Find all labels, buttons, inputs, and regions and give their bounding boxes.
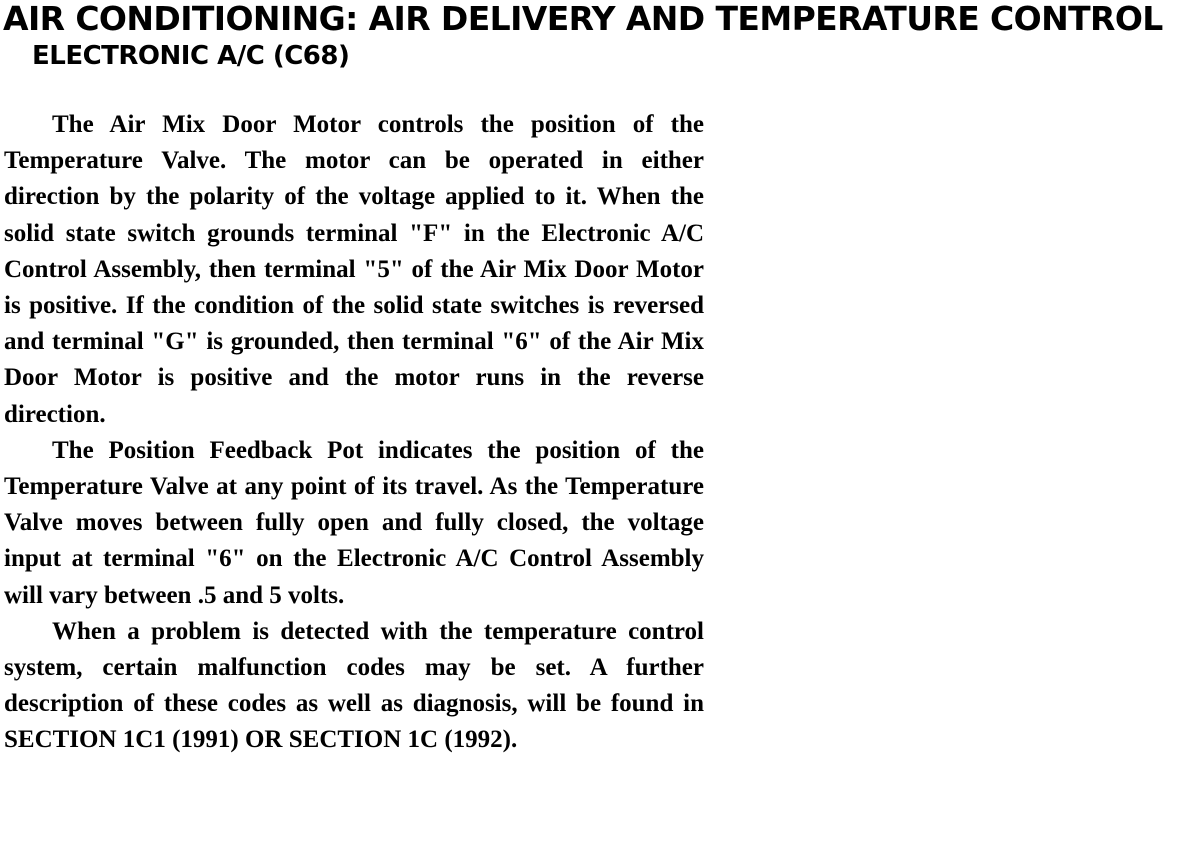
page-title: AIR CONDITIONING: AIR DELIVERY AND TEMPERATURE CONTROL <box>3 0 1163 38</box>
paragraph-position-feedback-pot: The Position Feedback Pot indicates the position of the Temperature Valve at any point of its travel. As the Temperature Valve moves between fully open and fully closed, the voltage input at terminal "6" on the Electronic A/C Control Assembly will vary between .5 and 5 volts. <box>4 436 704 609</box>
paragraph-air-mix-door-motor: The Air Mix Door Motor controls the position of the Temperature Valve. The motor can be operated in either direction by the polarity of the voltage applied to it. When the solid state switch grounds terminal "F" in the Electronic A/C Control Assembly, then terminal "5" of the Air Mix Door Motor is positive. If the condition of the solid state switches is reversed and terminal "G" is grounded, then terminal "6" of the Air Mix Door Motor is positive and the motor runs in the reverse direction. <box>4 111 704 428</box>
body-text <box>4 107 704 759</box>
paragraph-malfunction-codes: When a problem is detected with the temperature control system, certain malfunction codes may be set. A further description of these codes as well as diagnosis, will be found in SECTION 1C1 (1991) OR SECTION 1C (1992). <box>4 617 704 754</box>
page-subtitle: ELECTRONIC A/C (C68) <box>32 41 350 71</box>
